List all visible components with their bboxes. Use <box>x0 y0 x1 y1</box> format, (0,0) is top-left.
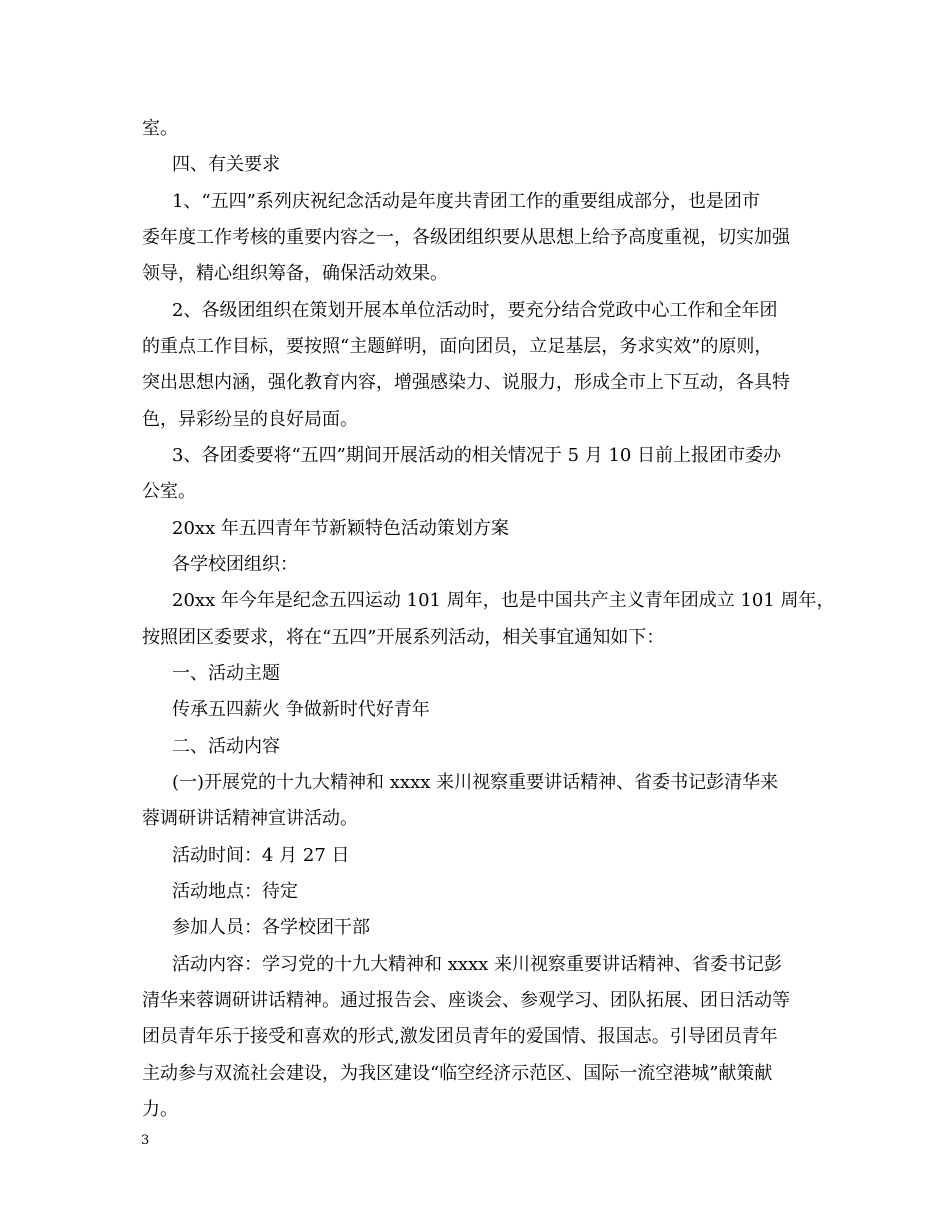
salutation: 各学校团组织： <box>172 554 298 575</box>
document-title: 20xx 年五四青年节新颖特色活动策划方案 <box>172 518 509 539</box>
paragraph-line: 室。 <box>142 118 178 139</box>
paragraph-line: 的重点工作目标，要按照“主题鲜明，面向团员，立足基层，务求实效”的原则， <box>142 336 773 357</box>
paragraph-line: 按照团区委要求，将在“五四”开展系列活动，相关事宜通知如下： <box>142 627 665 648</box>
section-heading: 一、活动主题 <box>172 663 280 684</box>
activity-time: 活动时间：4 月 27 日 <box>172 845 350 866</box>
paragraph-line: 1、“五四”系列庆祝纪念活动是年度共青团工作的重要组成部分，也是团市 <box>172 191 760 212</box>
activity-theme: 传承五四薪火 争做新时代好青年 <box>172 699 430 720</box>
paragraph-line: 委年度工作考核的重要内容之一，各级团组织要从思想上给予高度重视，切实加强 <box>142 227 790 248</box>
section-heading: 四、有关要求 <box>172 154 280 175</box>
paragraph-line: 突出思想内涵，强化教育内容，增强感染力、说服力，形成全市上下互动，各具特 <box>142 372 790 393</box>
paragraph-line: (一)开展党的十九大精神和 xxxx 来川视察重要讲话精神、省委书记彭清华来 <box>172 772 779 793</box>
paragraph-line: 色，异彩纷呈的良好局面。 <box>142 409 358 430</box>
paragraph-line: 蓉调研讲话精神宣讲活动。 <box>142 808 358 829</box>
paragraph-line: 团员青年乐于接受和喜欢的形式,激发团员青年的爱国情、报国志。引导团员青年 <box>142 1026 778 1047</box>
activity-participants: 参加人员：各学校团干部 <box>172 917 370 938</box>
page-number: 3 <box>141 1133 150 1148</box>
paragraph-line: 活动内容：学习党的十九大精神和 xxxx 来川视察重要讲话精神、省委书记彭 <box>172 954 783 975</box>
paragraph-line: 主动参与双流社会建设，为我区建设“临空经济示范区、国际一流空港城”献策献 <box>142 1063 773 1084</box>
paragraph-line: 公室。 <box>142 481 196 502</box>
activity-location: 活动地点：待定 <box>172 881 298 902</box>
paragraph-line: 3、各团委要将“五四”期间开展活动的相关情况于 5 月 10 日前上报团市委办 <box>172 445 782 466</box>
paragraph-line: 力。 <box>142 1099 178 1120</box>
paragraph-line: 20xx 年今年是纪念五四运动 101 周年，也是中国共产主义青年团成立 101 周年， <box>172 590 835 611</box>
section-heading: 二、活动内容 <box>172 736 280 757</box>
paragraph-line: 领导，精心组织筹备，确保活动效果。 <box>142 263 448 284</box>
paragraph-line: 2、各级团组织在策划开展本单位活动时，要充分结合党政中心工作和全年团 <box>172 300 778 321</box>
paragraph-line: 清华来蓉调研讲话精神。通过报告会、座谈会、参观学习、团队拓展、团日活动等 <box>142 990 790 1011</box>
